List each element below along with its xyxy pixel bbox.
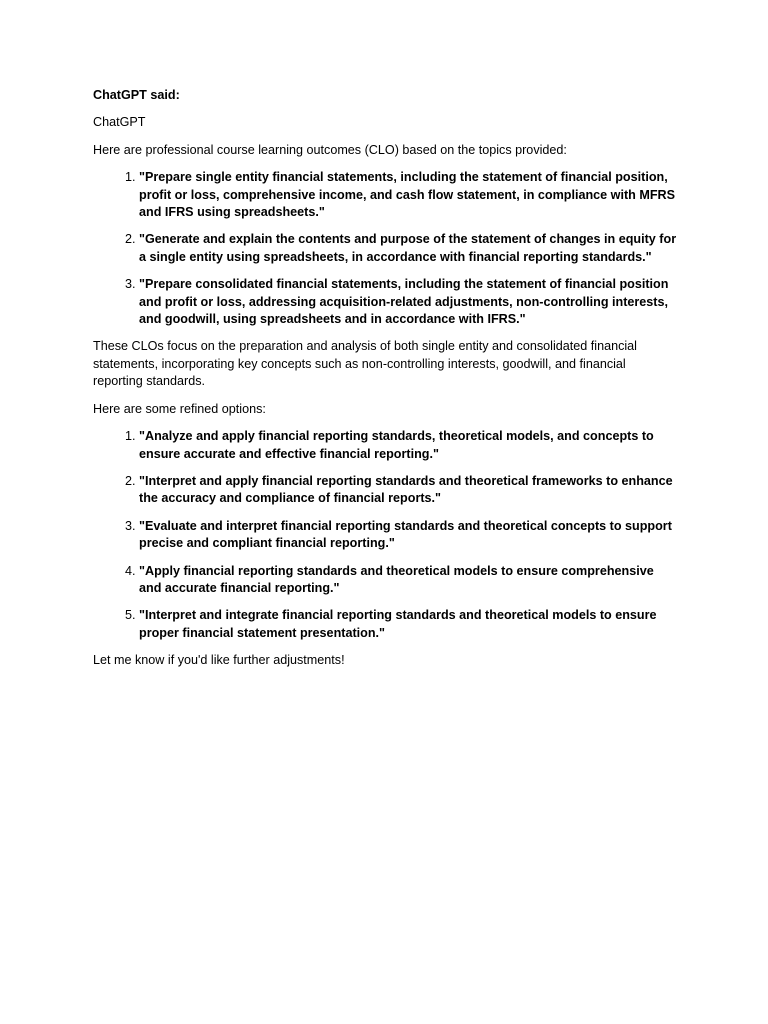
list-item: 5. "Interpret and integrate financial reporting standards and theoretical models to ensure proper financial statement presentation."	[139, 607, 678, 642]
intro-paragraph: Here are professional course learning outcomes (CLO) based on the topics provided:	[93, 142, 567, 157]
clo-list	[93, 169, 678, 328]
list-item: 3. "Evaluate and interpret financial reporting standards and theoretical concepts to support precise and compliant financial reporting."	[139, 518, 678, 553]
list-item: 3. "Prepare consolidated financial statements, including the statement of financial position and profit or loss, addressing acquisition-related adjustments, non-controlling interests, and goodwill, using spreadsheets and in accordance with IFRS."	[139, 276, 678, 328]
document-page	[93, 87, 678, 680]
closing-paragraph: Let me know if you'd like further adjustments!	[93, 653, 345, 668]
refined-intro-paragraph: Here are some refined options:	[93, 401, 266, 416]
list-item: 4. "Apply financial reporting standards and theoretical models to ensure comprehensive and accurate financial reporting."	[139, 563, 678, 598]
list-item: 1. "Analyze and apply financial reporting standards, theoretical models, and concepts to ensure accurate and effective financial reporting."	[139, 428, 678, 463]
refined-options-list	[93, 428, 678, 642]
author-label: ChatGPT	[93, 115, 146, 130]
list-item: 2. "Generate and explain the contents and purpose of the statement of changes in equity for a single entity using spreadsheets, in accordance with financial reporting standards."	[139, 231, 678, 266]
list-item: 2. "Interpret and apply financial reporting standards and theoretical frameworks to enhance the accuracy and compliance of financial reports."	[139, 473, 678, 508]
list-item: 1. "Prepare single entity financial statements, including the statement of financial position, profit or loss, comprehensive income, and cash flow statement, in compliance with MFRS and IFRS using spreadsheets."	[139, 169, 678, 221]
document-heading: ChatGPT said:	[93, 88, 180, 102]
summary-paragraph: These CLOs focus on the preparation and analysis of both single entity and consolidated financial statements, incorporating key concepts such as non-controlling interests, goodwill, and financial reporting standards.	[93, 339, 637, 389]
